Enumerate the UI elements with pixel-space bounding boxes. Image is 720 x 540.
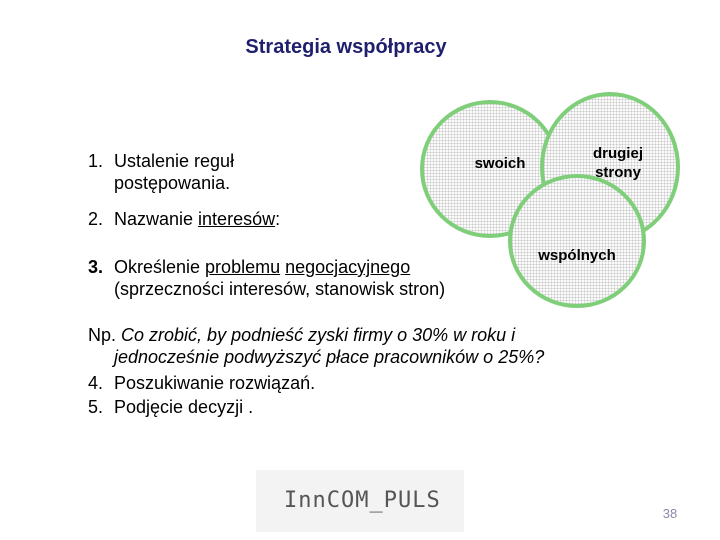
page-number: 38 <box>662 506 678 521</box>
list-text: Podjęcie decyzji . <box>114 397 254 417</box>
list-text-continued: postępowania. <box>114 173 231 193</box>
list-text-continued: (sprzeczności interesów, stanowisk stron) <box>114 279 446 299</box>
list-item-4 <box>88 372 315 394</box>
list-text: Poszukiwanie rozwiązań. <box>114 373 316 393</box>
example-text-continued: jednocześnie podwyższyć płace pracowników o 25%? <box>114 347 545 367</box>
list-item-2 <box>88 208 280 230</box>
circle-common-interests <box>508 174 646 308</box>
example-text: Co zrobić, by podnieść zyski firmy o 30% w roku i <box>121 325 516 345</box>
list-number: 4. <box>88 373 104 393</box>
circle-label-common: wspólnych <box>538 247 616 264</box>
list-number: 3. <box>88 257 104 277</box>
list-text: Ustalenie reguł <box>114 151 235 171</box>
list-number: 2. <box>88 209 104 229</box>
list-item-1 <box>88 150 234 194</box>
list-text: Określenie <box>114 257 206 277</box>
underlined-term: negocjacyjnego <box>285 257 411 277</box>
circle-label-other-line1: drugiej <box>592 145 643 162</box>
slide-title: Strategia współpracy <box>245 36 447 58</box>
circle-label-own: swoich <box>474 155 526 172</box>
example-block <box>88 324 544 368</box>
company-logo <box>256 470 464 532</box>
example-label: Np. <box>88 325 117 345</box>
underlined-term: problemu <box>205 257 281 277</box>
underlined-term: interesów <box>198 209 276 229</box>
list-number: 5. <box>88 397 104 417</box>
list-text: Nazwanie <box>114 209 199 229</box>
logo-text: InnCOM_PULS <box>284 488 441 513</box>
circle-label-other-line2: strony <box>595 164 641 181</box>
list-number: 1. <box>88 151 104 171</box>
list-item-3 <box>88 256 445 300</box>
list-item-5 <box>88 396 253 418</box>
list-text: : <box>275 209 281 229</box>
